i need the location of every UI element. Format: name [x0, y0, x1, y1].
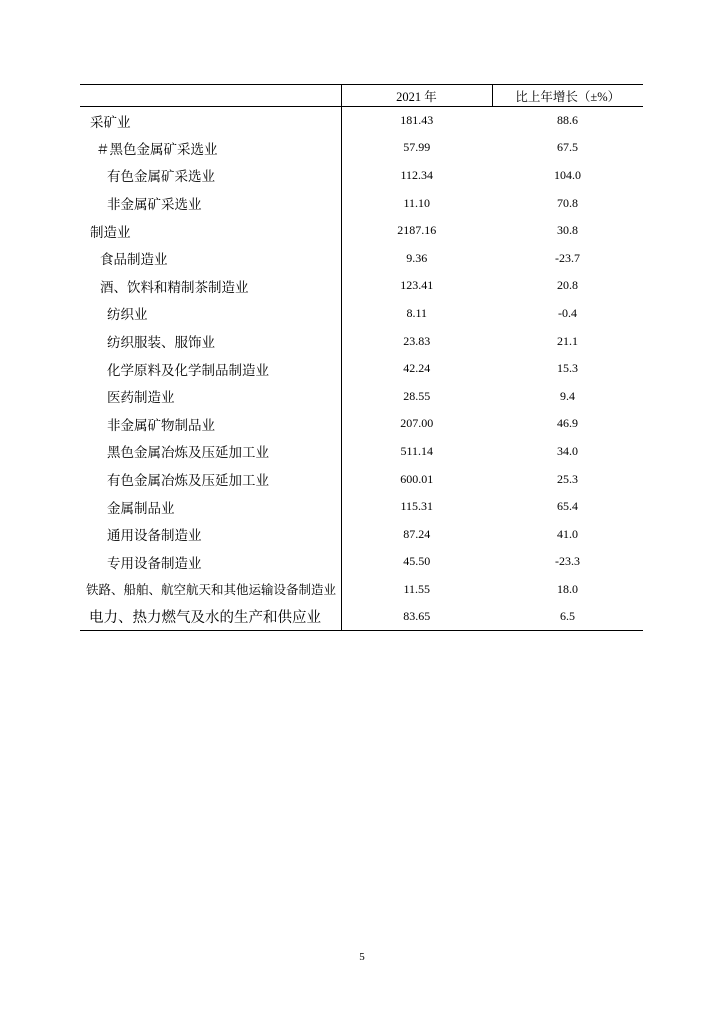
value-cell: 115.31 — [400, 499, 434, 514]
table-row — [80, 548, 643, 576]
industry-name: 制造业 — [80, 217, 341, 245]
value-cell: 181.43 — [400, 113, 434, 128]
industry-name: 黑色金属冶炼及压延加工业 — [80, 438, 341, 466]
value-cell: 112.34 — [400, 167, 434, 182]
industry-name: 纺织业 — [80, 300, 341, 328]
page-number: 5 — [359, 951, 365, 963]
table-row — [80, 355, 643, 383]
industry-name: 采矿业 — [80, 107, 341, 135]
table-header-row — [80, 85, 643, 107]
growth-cell: 25.3 — [557, 471, 578, 486]
growth-cell: 88.6 — [557, 113, 578, 128]
value-cell: 511.14 — [400, 443, 434, 458]
table-row — [80, 134, 643, 162]
value-cell: 600.01 — [400, 471, 434, 486]
table-row — [80, 107, 643, 135]
industry-name: 电力、热力燃气及水的生产和供应业 — [80, 603, 341, 631]
growth-cell: 65.4 — [557, 499, 578, 514]
statistics-table — [80, 84, 643, 631]
table-row — [80, 244, 643, 272]
industry-name: 化学原料及化学制品制造业 — [80, 355, 341, 383]
table-row — [80, 162, 643, 190]
growth-cell: 6.5 — [492, 603, 643, 631]
value-cell: 45.50 — [341, 548, 492, 576]
growth-cell: -23.3 — [555, 554, 580, 569]
table-row — [80, 272, 643, 300]
table-row — [80, 189, 643, 217]
growth-cell: 21.1 — [557, 333, 578, 348]
value-cell: 28.55 — [403, 388, 431, 403]
value-cell: 57.99 — [403, 140, 431, 155]
growth-cell: 70.8 — [557, 195, 578, 210]
industry-name: 有色金属冶炼及压延加工业 — [80, 465, 341, 493]
table-row — [80, 603, 643, 631]
value-cell: 42.24 — [403, 361, 431, 376]
growth-cell: 18.0 — [557, 581, 578, 596]
industry-name: 医药制造业 — [80, 382, 341, 410]
table-row — [80, 438, 643, 466]
growth-cell: 30.8 — [557, 223, 578, 238]
header-value-2021: 2021 年 — [341, 85, 492, 107]
industry-name: 有色金属矿采选业 — [80, 162, 341, 190]
table-row — [80, 217, 643, 245]
header-growth: 比上年增长（±%） — [492, 85, 643, 107]
table-row — [80, 327, 643, 355]
table-row — [80, 382, 643, 410]
growth-cell: -23.7 — [555, 250, 580, 265]
table-row — [80, 520, 643, 548]
table-row — [80, 410, 643, 438]
value-cell: 207.00 — [400, 416, 434, 431]
value-cell: 2187.16 — [397, 223, 437, 238]
growth-cell: 34.0 — [557, 443, 578, 458]
header-industry — [80, 85, 341, 107]
value-cell: 9.36 — [406, 250, 428, 265]
industry-name: 纺织服装、服饰业 — [80, 327, 341, 355]
industry-name: 金属制品业 — [80, 493, 341, 521]
industry-name: 非金属矿采选业 — [80, 189, 341, 217]
industry-name: ＃黑色金属矿采选业 — [80, 134, 341, 162]
value-cell: 23.83 — [403, 333, 431, 348]
value-cell: 123.41 — [400, 278, 434, 293]
industry-name: 通用设备制造业 — [80, 520, 341, 548]
growth-cell: 67.5 — [557, 140, 578, 155]
industry-name: 非金属矿物制品业 — [80, 410, 341, 438]
industry-name: 铁路、船舶、航空航天和其他运输设备制造业 — [80, 576, 341, 604]
growth-cell: 15.3 — [557, 361, 578, 376]
table-row — [80, 576, 643, 604]
value-cell: 83.65 — [341, 603, 492, 631]
growth-cell: 46.9 — [557, 416, 578, 431]
industry-name: 酒、饮料和精制茶制造业 — [80, 272, 341, 300]
value-cell: 8.11 — [406, 305, 428, 320]
industry-name: 食品制造业 — [80, 244, 341, 272]
table-row — [80, 300, 643, 328]
value-cell: 87.24 — [403, 526, 431, 541]
value-cell: 11.10 — [403, 195, 431, 210]
growth-cell: 41.0 — [557, 526, 578, 541]
growth-cell: -0.4 — [558, 305, 577, 320]
table-row — [80, 493, 643, 521]
growth-cell: 20.8 — [557, 278, 578, 293]
table-row — [80, 465, 643, 493]
industry-name: 专用设备制造业 — [107, 555, 202, 572]
growth-cell: 9.4 — [560, 388, 575, 403]
growth-cell: 104.0 — [554, 167, 581, 182]
value-cell: 11.55 — [403, 581, 431, 596]
